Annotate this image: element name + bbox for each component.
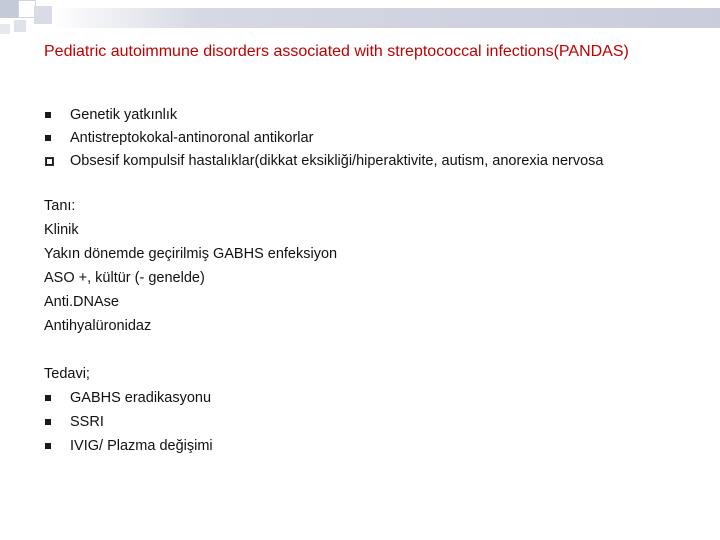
square-bullet-icon [45, 395, 51, 401]
diagnosis-line: Antihyalüronidaz [44, 318, 152, 334]
list-item [44, 410, 644, 434]
treatment-heading: Tedavi; [44, 366, 90, 382]
top-decoration-bar [0, 8, 720, 28]
slide-title: Pediatric autoimmune disorders associated with streptococcal infections(PANDAS) [44, 43, 629, 60]
bullet-list [44, 104, 704, 173]
diagnosis-heading: Tanı: [44, 198, 76, 214]
list-item [44, 150, 704, 173]
decorative-square [14, 20, 26, 32]
list-item [44, 434, 644, 458]
square-bullet-icon [45, 135, 51, 141]
diagnosis-section [44, 194, 644, 338]
diagnosis-line: ASO +, kültür (- genelde) [44, 270, 205, 286]
decorative-square [0, 0, 18, 18]
treatment-item-text: GABHS eradikasyonu [70, 390, 212, 406]
list-item-text: Obsesif kompulsif hastalıklar(dikkat eksikliği/hiperaktivite, autism, anorexia nervosa [70, 153, 604, 169]
list-item [44, 386, 644, 410]
square-bullet-icon [45, 419, 51, 425]
list-item-text: Antistreptokokal-antinoronal antikorlar [70, 130, 314, 146]
treatment-item-text: SSRI [70, 414, 104, 430]
list-item [44, 104, 704, 127]
diagnosis-line: Yakın dönemde geçirilmiş GABHS enfeksiyon [44, 246, 338, 262]
diagnosis-line: Klinik [44, 222, 79, 238]
treatment-section [44, 362, 644, 458]
hollow-square-bullet-icon [45, 157, 54, 166]
square-bullet-icon [45, 443, 51, 449]
diagnosis-line: Anti.DNAse [44, 294, 119, 310]
square-bullet-icon [45, 112, 51, 118]
decorative-square [34, 6, 52, 24]
treatment-item-text: IVIG/ Plazma değişimi [70, 438, 213, 454]
list-item-text: Genetik yatkınlık [70, 107, 178, 123]
list-item [44, 127, 704, 150]
decorative-square [0, 24, 10, 34]
